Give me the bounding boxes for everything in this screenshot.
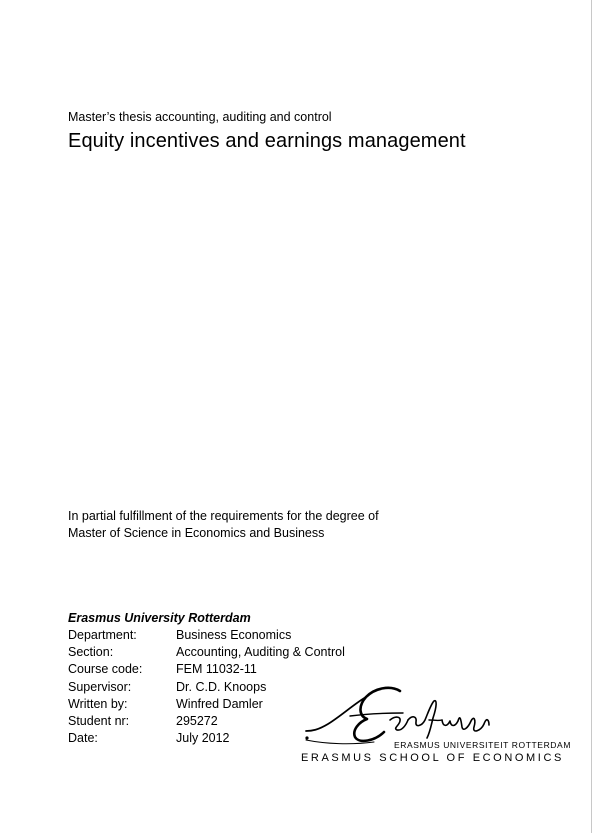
detail-label: Supervisor: xyxy=(68,679,132,694)
university-name: Erasmus University Rotterdam xyxy=(68,611,251,625)
logo-university-line: ERASMUS UNIVERSITEIT ROTTERDAM xyxy=(394,740,571,750)
detail-value: FEM 11032-11 xyxy=(176,662,257,677)
detail-value: Dr. C.D. Knoops xyxy=(176,679,267,694)
detail-label: Course code: xyxy=(68,662,143,677)
detail-value: Accounting, Auditing & Control xyxy=(176,645,345,660)
degree-requirements xyxy=(68,508,379,542)
thesis-title: Equity incentives and earnings management xyxy=(68,130,466,152)
logo-school-line: ERASMUS SCHOOL OF ECONOMICS xyxy=(301,752,564,764)
requirement-line-1: In partial fulfillment of the requirements for the degree of xyxy=(68,509,379,523)
requirement-line-2: Master of Science in Economics and Business xyxy=(68,526,325,540)
detail-label: Written by: xyxy=(68,696,128,711)
detail-label: Student nr: xyxy=(68,713,130,728)
detail-label: Date: xyxy=(68,731,98,746)
detail-value: July 2012 xyxy=(176,731,230,746)
signature-dot xyxy=(305,736,308,739)
detail-value: Winfred Damler xyxy=(176,696,263,711)
detail-label: Section: xyxy=(68,645,114,660)
detail-value: Business Economics xyxy=(176,628,292,642)
detail-label: Department: xyxy=(68,628,137,642)
thesis-subtitle: Master’s thesis accounting, auditing and control xyxy=(68,110,332,124)
detail-value: 295272 xyxy=(176,713,218,728)
